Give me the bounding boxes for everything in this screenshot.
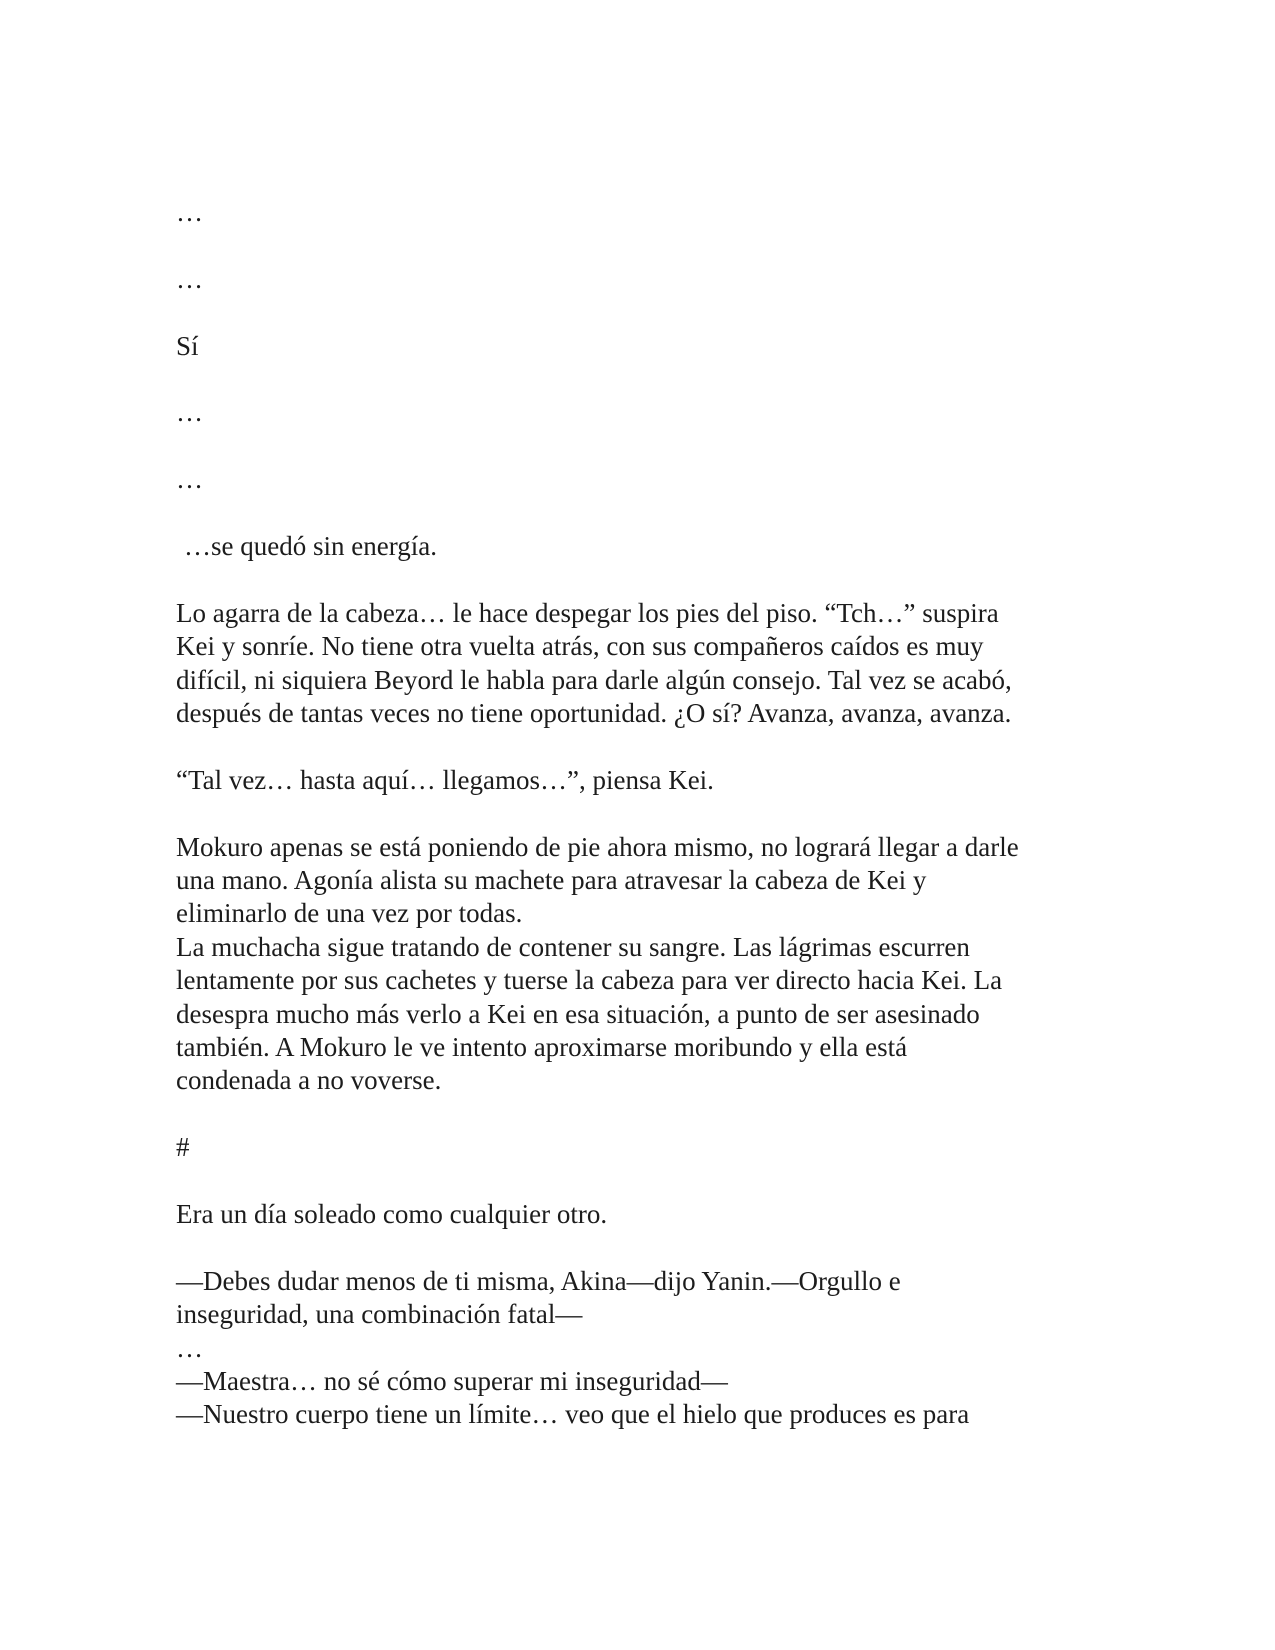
ellipsis-line: … xyxy=(176,263,203,294)
paragraph-line: lentamente por sus cachetes y tuerse la cabeza para ver directo hacia Kei. La xyxy=(176,965,1003,996)
blank-line xyxy=(176,1165,1096,1198)
ellipsis-line: … xyxy=(176,397,203,428)
paragraph-line: después de tantas veces no tiene oportunidad. ¿O sí? Avanza, avanza, avanza. xyxy=(176,698,1012,728)
dialogue-line: —Maestra… no sé cómo superar mi inseguridad— xyxy=(176,1366,728,1397)
thought-line: “Tal vez… hasta aquí… llegamos…”, piensa Kei. xyxy=(176,764,714,795)
paragraph-line: Lo agarra de la cabeza… le hace despegar los pies del piso. “Tch…” suspira xyxy=(176,597,999,628)
paragraph-line: condenada a no voverse. xyxy=(176,1065,442,1096)
ellipsis-line: … xyxy=(176,1332,203,1363)
blank-line xyxy=(176,730,1096,763)
blank-line xyxy=(176,1098,1096,1131)
dialogue-line: —Debes dudar menos de ti misma, Akina—dijo Yanin.—Orgullo e xyxy=(176,1265,901,1296)
paragraph-line: Mokuro apenas se está poniendo de pie ahora mismo, no logrará llegar a darle xyxy=(176,831,1019,862)
dialogue-line: —Nuestro cuerpo tiene un límite… veo que el hielo que produces es para xyxy=(176,1399,970,1430)
paragraph-line: La muchacha sigue tratando de contener su sangre. Las lágrimas escurren xyxy=(176,931,970,962)
ellipsis-line: … xyxy=(176,464,203,495)
paragraph-line: difícil, ni siquiera Beyord le habla para darle algún consejo. Tal vez se acabó, xyxy=(176,664,1012,695)
paragraph-line: también. A Mokuro le ve intento aproximarse moribundo y ella está xyxy=(176,1032,908,1063)
blank-line xyxy=(176,1231,1096,1264)
ellipsis-line: … xyxy=(176,197,203,227)
si-line: Sí xyxy=(176,330,199,361)
blank-line xyxy=(176,797,1096,830)
paragraph-line: Era un día soleado como cualquier otro. xyxy=(176,1199,608,1230)
blank-line xyxy=(176,430,1096,463)
blank-line xyxy=(176,229,1096,262)
blank-line xyxy=(176,363,1096,396)
paragraph-line: desespra mucho más verlo a Kei en esa situación, a punto de ser asesinado xyxy=(176,998,980,1029)
blank-line xyxy=(176,563,1096,596)
energy-line: …se quedó sin energía. xyxy=(184,530,437,561)
paragraph-line: Kei y sonríe. No tiene otra vuelta atrás, con sus compañeros caídos es muy xyxy=(176,631,984,662)
document-body xyxy=(176,196,1096,1432)
blank-line xyxy=(176,497,1096,530)
paragraph-line: una mano. Agonía alista su machete para atravesar la cabeza de Kei y xyxy=(176,865,927,895)
scene-break: # xyxy=(176,1132,190,1163)
blank-line xyxy=(176,296,1096,329)
dialogue-line: inseguridad, una combinación fatal— xyxy=(176,1299,583,1330)
paragraph-line: eliminarlo de una vez por todas. xyxy=(176,898,523,929)
